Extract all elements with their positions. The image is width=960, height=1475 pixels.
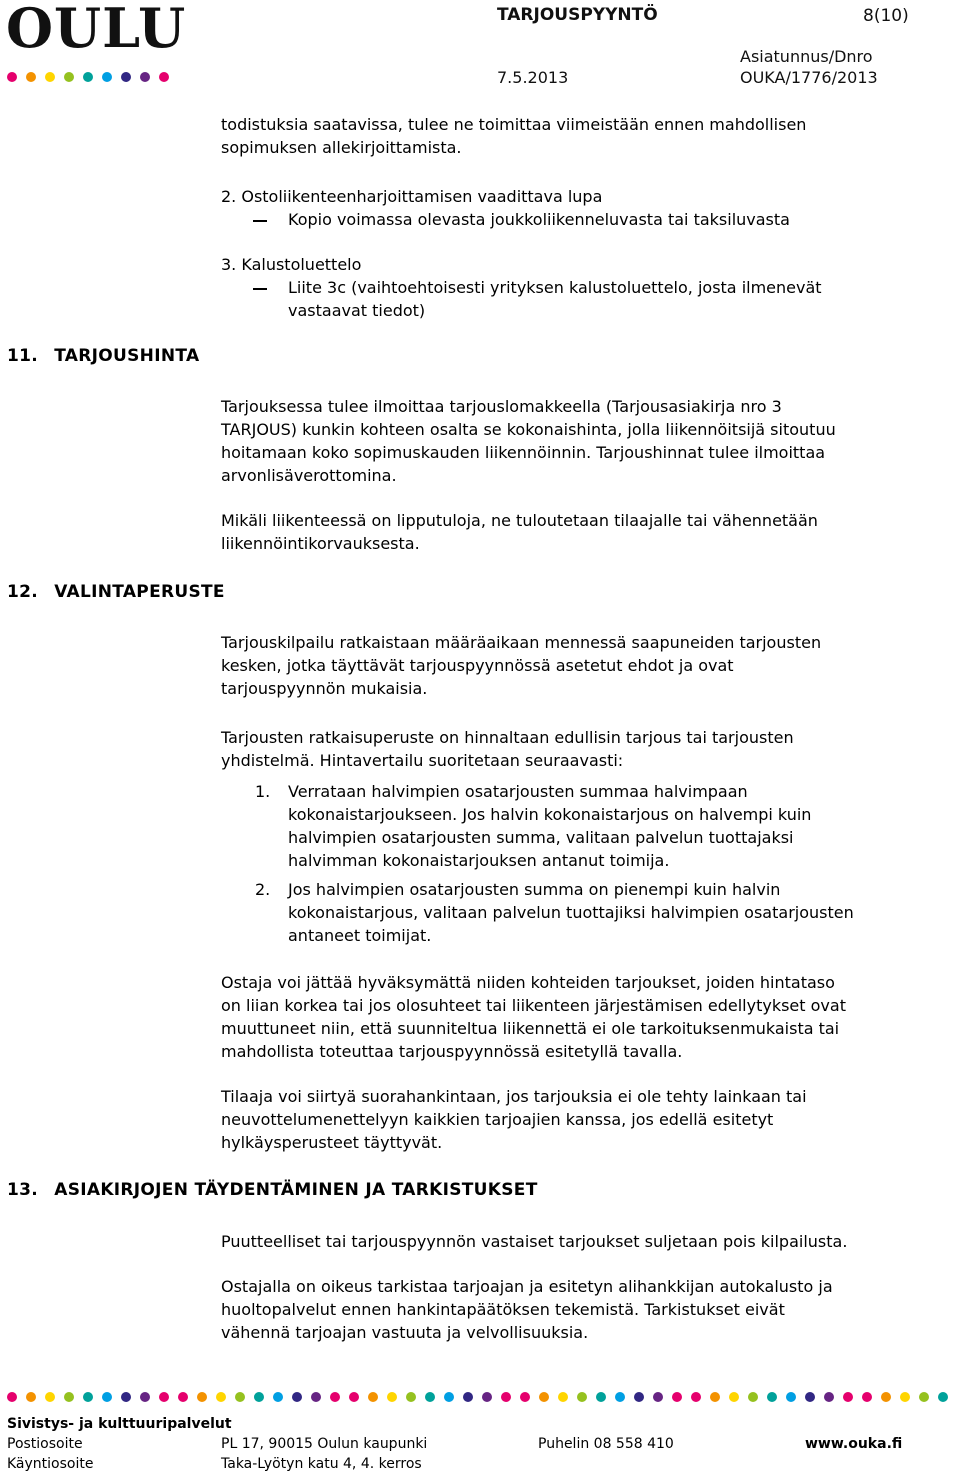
paragraph-line: kesken, jotka täyttävät tarjouspyynnössä asetetut ehdot ja ovat: [221, 656, 734, 675]
decor-dot: [653, 1392, 663, 1402]
paragraph-line: on liian korkea tai jos olosuhteet tai liikenteen järjestämisen edellytykset ovat: [221, 996, 846, 1015]
paragraph-line: TARJOUS) kunkin kohteen osalta se kokonaishinta, jolla liikennöitsijä sitoutuu: [221, 420, 836, 439]
paragraph-line: Puutteelliset tai tarjouspyynnön vastaiset tarjoukset suljetaan pois kilpailusta.: [221, 1232, 848, 1251]
list-number: 1.: [255, 782, 271, 801]
decor-dot: [102, 72, 112, 82]
list-item-line: kokonaistarjoukseen. Jos halvin kokonaistarjous on halvempi kuin: [288, 805, 812, 824]
paragraph-line: liikennöintikorvauksesta.: [221, 534, 420, 553]
decor-dot: [140, 72, 150, 82]
logo-dot-row: [7, 67, 178, 86]
decor-dot: [900, 1392, 910, 1402]
decor-dot: [938, 1392, 948, 1402]
decor-dot: [919, 1392, 929, 1402]
decor-dot: [121, 1392, 131, 1402]
section-number: 11.: [7, 346, 39, 366]
section-title: VALINTAPERUSTE: [54, 582, 225, 602]
list-number: 2.: [255, 880, 271, 899]
item-3-title: 3. Kalustoluettelo: [221, 255, 362, 274]
decor-dot: [748, 1392, 758, 1402]
paragraph-line: hoitamaan koko sopimuskauden liikennöinnin. Tarjoushinnat tulee ilmoittaa: [221, 443, 826, 462]
ref-label: Asiatunnus/Dnro: [740, 47, 873, 66]
dash-text: Kopio voimassa olevasta joukkoliikenneluvasta tai taksiluvasta: [288, 210, 790, 229]
oulu-logo: OULU: [6, 0, 187, 60]
decor-dot: [121, 72, 131, 82]
footer-phone: Puhelin 08 558 410: [538, 1436, 674, 1452]
paragraph-line: tarjouspyynnön mukaisia.: [221, 679, 428, 698]
section-number: 12.: [7, 582, 39, 602]
paragraph-line: vähennä tarjoajan vastuuta ja velvollisuuksia.: [221, 1323, 589, 1342]
decor-dot: [7, 1392, 17, 1402]
list-item-line: Verrataan halvimpien osatarjousten summaa halvimpaan: [288, 782, 748, 801]
paragraph-line: hylkäysperusteet täyttyvät.: [221, 1133, 443, 1152]
paragraph-line: Ostaja voi jättää hyväksymättä niiden kohteiden tarjoukset, joiden hintataso: [221, 973, 835, 992]
paragraph-line: Ostajalla on oikeus tarkistaa tarjoajan ja esitetyn alihankkijan autokalusto ja: [221, 1277, 833, 1296]
section-12-heading: [7, 582, 225, 602]
footer-org: Sivistys- ja kulttuuripalvelut: [7, 1416, 232, 1432]
decor-dot: [767, 1392, 777, 1402]
paragraph-line: Tarjousten ratkaisuperuste on hinnaltaan edullisin tarjous tai tarjousten: [221, 728, 794, 747]
decor-dot: [634, 1392, 644, 1402]
decor-dot: [520, 1392, 530, 1402]
decor-dot: [710, 1392, 720, 1402]
section-number: 13.: [7, 1180, 39, 1200]
page-number: 8(10): [863, 6, 909, 26]
paragraph-line: Tarjouksessa tulee ilmoittaa tarjouslomakkeella (Tarjousasiakirja nro 3: [221, 397, 782, 416]
footer-dot-row: [7, 1387, 957, 1406]
footer-postal-label: Postiosoite: [7, 1436, 83, 1452]
paragraph-line: muuttuneet niin, että suunniteltua liikennettä ei ole tarkoituksenmukaista tai: [221, 1019, 840, 1038]
decor-dot: [539, 1392, 549, 1402]
decor-dot: [26, 72, 36, 82]
decor-dot: [615, 1392, 625, 1402]
decor-dot: [558, 1392, 568, 1402]
decor-dot: [596, 1392, 606, 1402]
decor-dot: [45, 72, 55, 82]
decor-dot: [45, 1392, 55, 1402]
decor-dot: [83, 72, 93, 82]
dash-text: vastaavat tiedot): [288, 301, 426, 320]
decor-dot: [444, 1392, 454, 1402]
section-title: ASIAKIRJOJEN TÄYDENTÄMINEN JA TARKISTUKSET: [54, 1180, 538, 1200]
decor-dot: [843, 1392, 853, 1402]
intro-line: sopimuksen allekirjoittamista.: [221, 138, 462, 157]
decor-dot: [463, 1392, 473, 1402]
item-2-title: 2. Ostoliikenteenharjoittamisen vaadittava lupa: [221, 187, 603, 206]
decor-dot: [292, 1392, 302, 1402]
paragraph-line: arvonlisäverottomina.: [221, 466, 397, 485]
decor-dot: [83, 1392, 93, 1402]
decor-dot: [368, 1392, 378, 1402]
paragraph-line: yhdistelmä. Hintavertailu suoritetaan seuraavasti:: [221, 751, 624, 770]
decor-dot: [64, 72, 74, 82]
decor-dot: [197, 1392, 207, 1402]
decor-dot: [805, 1392, 815, 1402]
paragraph-line: Tarjouskilpailu ratkaistaan määräaikaan mennessä saapuneiden tarjousten: [221, 633, 822, 652]
decor-dot: [729, 1392, 739, 1402]
list-item-line: halvimman kokonaistarjouksen antanut toimija.: [288, 851, 670, 870]
paragraph-line: Tilaaja voi siirtyä suorahankintaan, jos tarjouksia ei ole tehty lainkaan tai: [221, 1087, 807, 1106]
decor-dot: [425, 1392, 435, 1402]
section-11-heading: [7, 346, 199, 366]
decor-dot: [7, 72, 17, 82]
decor-dot: [482, 1392, 492, 1402]
decor-dot: [672, 1392, 682, 1402]
decor-dot: [311, 1392, 321, 1402]
footer-visit-label: Käyntiosoite: [7, 1456, 94, 1472]
decor-dot: [254, 1392, 264, 1402]
decor-dot: [387, 1392, 397, 1402]
paragraph-line: huoltopalvelut ennen hankintapäätöksen tekemistä. Tarkistukset eivät: [221, 1300, 785, 1319]
paragraph-line: Mikäli liikenteessä on lipputuloja, ne tuloutetaan tilaajalle tai vähennetään: [221, 511, 818, 530]
decor-dot: [178, 1392, 188, 1402]
footer-visit-address: Taka-Lyötyn katu 4, 4. kerros: [221, 1456, 422, 1472]
section-13-heading: [7, 1180, 538, 1200]
document-date: 7.5.2013: [497, 68, 569, 87]
ref-number: OUKA/1776/2013: [740, 68, 878, 87]
decor-dot: [140, 1392, 150, 1402]
decor-dot: [577, 1392, 587, 1402]
decor-dot: [235, 1392, 245, 1402]
decor-dot: [824, 1392, 834, 1402]
decor-dot: [159, 1392, 169, 1402]
decor-dot: [159, 72, 169, 82]
footer-postal-address: PL 17, 90015 Oulun kaupunki: [221, 1436, 428, 1452]
list-item-line: antaneet toimijat.: [288, 926, 432, 945]
decor-dot: [349, 1392, 359, 1402]
intro-line: todistuksia saatavissa, tulee ne toimittaa viimeistään ennen mahdollisen: [221, 115, 807, 134]
document-type: TARJOUSPYYNTÖ: [497, 5, 658, 25]
list-item-line: Jos halvimpien osatarjousten summa on pienempi kuin halvin: [288, 880, 781, 899]
list-item-line: kokonaistarjous, valitaan palvelun tuottajiksi halvimpien osatarjousten: [288, 903, 854, 922]
decor-dot: [26, 1392, 36, 1402]
decor-dot: [64, 1392, 74, 1402]
decor-dot: [786, 1392, 796, 1402]
footer-website[interactable]: www.ouka.fi: [805, 1436, 903, 1452]
decor-dot: [501, 1392, 511, 1402]
paragraph-line: neuvottelumenettelyyn kaikkien tarjoajien kanssa, jos edellä esitetyt: [221, 1110, 774, 1129]
decor-dot: [862, 1392, 872, 1402]
decor-dot: [881, 1392, 891, 1402]
decor-dot: [102, 1392, 112, 1402]
dash-bullet: [253, 220, 267, 222]
decor-dot: [216, 1392, 226, 1402]
paragraph-line: mahdollista toteuttaa tarjouspyynnössä esitetyllä tavalla.: [221, 1042, 683, 1061]
list-item-line: halvimpien osatarjousten summa, valitaan palvelun tuottajaksi: [288, 828, 794, 847]
decor-dot: [273, 1392, 283, 1402]
dash-bullet: [253, 288, 267, 290]
decor-dot: [330, 1392, 340, 1402]
dash-text: Liite 3c (vaihtoehtoisesti yrityksen kalustoluettelo, josta ilmenevät: [288, 278, 822, 297]
section-title: TARJOUSHINTA: [54, 346, 200, 366]
decor-dot: [406, 1392, 416, 1402]
decor-dot: [691, 1392, 701, 1402]
